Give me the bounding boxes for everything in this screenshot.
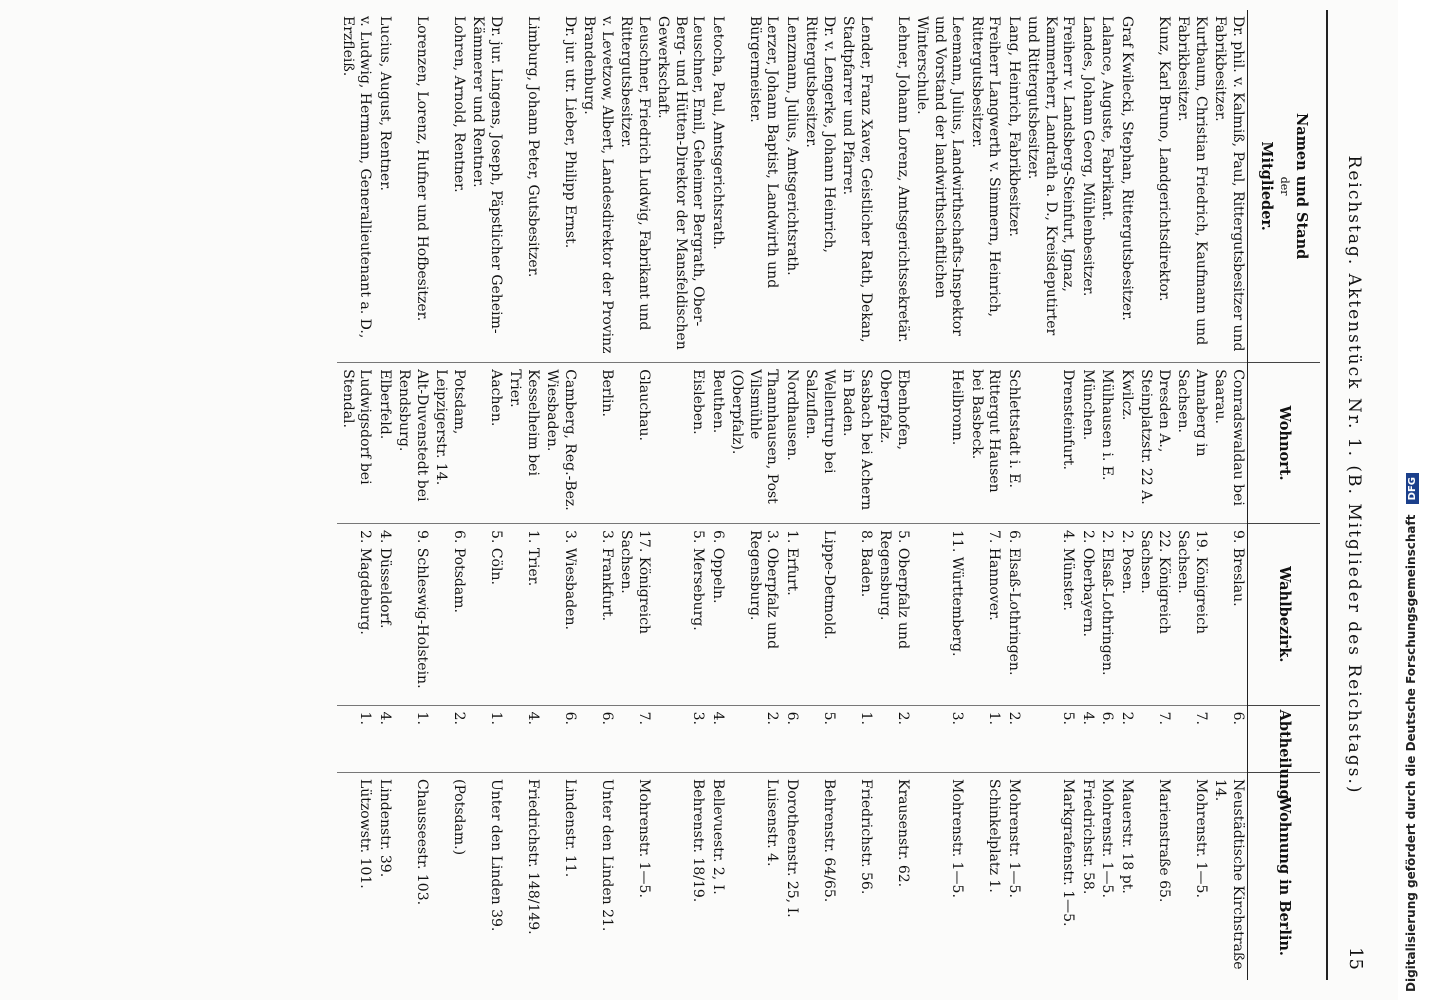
- table-header-row: [1248, 10, 1321, 980]
- table-row: [338, 10, 375, 980]
- member-department: 4.: [505, 705, 542, 772]
- member-constituency: 19. Königreich Sachsen.: [1173, 524, 1210, 706]
- member-name: Lenzmann, Julius, Amtsgerichtsrath.: [782, 10, 802, 363]
- member-residence: Elberfeld.: [375, 363, 395, 524]
- member-constituency: 3. Oberpfalz und Regensburg.: [727, 524, 782, 706]
- member-name: Letocha, Paul, Amtsgerichtsrath.: [708, 10, 728, 363]
- member-residence: Potsdam, Leipzigerstr. 14.: [431, 363, 468, 524]
- member-residence: Ludwigsdorf bei Stendal.: [338, 363, 375, 524]
- table-row: [579, 10, 616, 980]
- member-berlin-address: Mohrenstr. 1—5.: [1193, 778, 1209, 898]
- running-head: [1326, 10, 1370, 980]
- member-constituency: 22. Königreich Sachsen.: [1136, 524, 1173, 706]
- member-department: 2.: [1004, 705, 1024, 772]
- member-constituency: 6. Elsaß-Lothringen.: [1004, 524, 1024, 706]
- member-residence: Sasbach bei Achern in Baden.: [838, 363, 875, 524]
- member-residence: Drensteinfurt.: [1023, 363, 1078, 524]
- member-department: 6.: [579, 705, 616, 772]
- member-constituency: 2. Magdeburg.: [338, 524, 375, 706]
- member-name: Lalance, Auguste, Fabrikant.: [1097, 10, 1117, 363]
- table-row: [838, 10, 875, 980]
- table-row: [1173, 10, 1210, 980]
- member-berlin-address: Lindenstr. 39.: [377, 778, 393, 878]
- table-row: [1023, 10, 1078, 980]
- member-constituency: 5. Cöln.: [468, 524, 505, 706]
- member-constituency: 6. Oppeln.: [708, 524, 728, 706]
- dfg-logo: DFG: [1406, 473, 1419, 504]
- column-header-name-sub2: Mitglieder.: [1258, 141, 1276, 231]
- table-row: [727, 10, 782, 980]
- table-row: [782, 10, 802, 980]
- member-department: 1.: [338, 705, 375, 772]
- member-constituency: 3. Wiesbaden.: [542, 524, 579, 706]
- member-constituency: 1. Trier.: [505, 524, 542, 706]
- table-body: [338, 10, 1248, 980]
- member-constituency: 4. Münster.: [1023, 524, 1078, 706]
- member-berlin-address: Chausseestr. 103.: [414, 778, 430, 906]
- member-department: 2.: [1117, 705, 1137, 772]
- member-name: Lender, Franz Xaver, Geistlicher Rath, Dekan, Stadtpfarrer und Pfarrer.: [838, 10, 875, 363]
- member-residence: Eisleben.: [653, 363, 708, 524]
- member-constituency: 8. Baden.: [838, 524, 875, 706]
- member-berlin-address: Lützowstr. 101.: [357, 778, 374, 889]
- member-residence: Annaberg in Sachsen.: [1173, 363, 1210, 524]
- running-title: Reichstag. Aktenstück Nr. 1. (B. Mitglieder des Reichstags.): [1344, 155, 1364, 795]
- member-residence: Beuthen.: [708, 363, 728, 524]
- member-constituency: 2. Elsaß-Lothringen.: [1097, 524, 1117, 706]
- member-name: Leuschner, Friedrich Ludwig, Fabrikant und Rittergutsbesitzer.: [616, 10, 653, 363]
- member-name: Leuschner, Emil, Geheimer Bergrath, Ober-Berg- und Hütten-Direktor der Mansfeldischen Gewerkschaft.: [653, 10, 708, 363]
- member-constituency: 6. Potsdam.: [431, 524, 468, 706]
- page-number: 15: [1345, 947, 1366, 970]
- column-header-name-sub: der: [1277, 176, 1291, 196]
- member-name: Lorenzen, Lorenz, Hufner und Hofbesitzer.: [394, 10, 431, 363]
- table-row: [1210, 10, 1248, 980]
- table-row: [967, 10, 1004, 980]
- member-constituency: 9. Breslau.: [1210, 524, 1248, 706]
- member-residence: Rittergut Hausen bei Basbeck.: [967, 363, 1004, 524]
- member-constituency: 17. Königreich Sachsen.: [616, 524, 653, 706]
- member-department: 2.: [431, 705, 468, 772]
- member-constituency: 2. Oberbayern.: [1078, 524, 1098, 706]
- member-residence: Dresden A., Steinplatzstr. 22 A.: [1136, 363, 1173, 524]
- member-residence: Heilbronn.: [912, 363, 967, 524]
- member-name: Limburg, Johann Peter, Gutsbesitzer.: [505, 10, 542, 363]
- member-constituency: 5. Oberpfalz und Regensburg.: [875, 524, 912, 706]
- member-department: 4.: [708, 705, 728, 772]
- member-department: 7.: [1173, 705, 1210, 772]
- table-row: [468, 10, 505, 980]
- member-residence: Alt-Duvenstedt bei Rendsburg.: [394, 363, 431, 524]
- member-berlin-address: Mohrenstr. 1—5.: [1099, 778, 1116, 898]
- member-constituency: 1. Erfurt.: [782, 524, 802, 706]
- member-name: Lohren, Arnold, Rentner.: [431, 10, 468, 363]
- member-residence: Mülhausen i. E.: [1097, 363, 1117, 524]
- member-department: 7.: [1136, 705, 1173, 772]
- member-constituency: 9. Schleswig-Holstein.: [394, 524, 431, 706]
- member-department: 6.: [1210, 705, 1248, 772]
- member-name: Landes, Johann Georg, Mühlenbesitzer.: [1078, 10, 1098, 363]
- table-row: [875, 10, 912, 980]
- table-row: [1117, 10, 1137, 980]
- member-department: 4.: [375, 705, 395, 772]
- table-row: [1136, 10, 1173, 980]
- table-row: [616, 10, 653, 980]
- member-department: 5.: [1023, 705, 1078, 772]
- member-constituency: Lippe-Detmold.: [801, 524, 838, 706]
- member-name: Lang, Heinrich, Fabrikbesitzer.: [1004, 10, 1024, 363]
- member-department: 3.: [912, 705, 967, 772]
- member-department: 2.: [727, 705, 782, 772]
- member-name: Lucius, August, Rentner.: [375, 10, 395, 363]
- member-berlin-address: Unter den Linden 21.: [599, 778, 615, 932]
- member-berlin-address: (Potsdam.): [451, 778, 467, 856]
- member-berlin-address: Markgrafenstr. 1—5.: [1060, 778, 1077, 927]
- table-row: [1078, 10, 1098, 980]
- table-row: [708, 10, 728, 980]
- member-department: 1.: [394, 705, 431, 772]
- member-department: 6.: [542, 705, 579, 772]
- member-department: 6.: [782, 705, 802, 772]
- member-constituency: 11. Württemberg.: [912, 524, 967, 706]
- member-residence: Ebenhofen, Oberpfalz.: [875, 363, 912, 524]
- member-name: Lehner, Johann Lorenz, Amtsgerichtssekretär.: [875, 10, 912, 363]
- member-department: 1.: [468, 705, 505, 772]
- member-name: Dr. jur. Lingens, Joseph, Päpstlicher Geheim-Kämmerer und Rentner.: [468, 10, 505, 363]
- table-row: [1097, 10, 1117, 980]
- member-name: v. Levetzow, Albert, Landesdirektor der Provinz Brandenburg.: [579, 10, 616, 363]
- column-header-wahlbezirk: Wahlbezirk.: [1248, 524, 1321, 706]
- member-berlin-address: Mohrenstr. 1—5.: [949, 778, 966, 898]
- member-residence: Kesselheim bei Trier.: [505, 363, 542, 524]
- member-berlin-address: Marienstraße 65.: [1156, 778, 1172, 903]
- members-table: [338, 10, 1321, 980]
- column-header-name-main: Namen und Stand: [1293, 112, 1311, 260]
- member-residence: Nordhausen.: [782, 363, 802, 524]
- column-header-name: [1248, 10, 1321, 363]
- member-department: 1.: [838, 705, 875, 772]
- table-row: [912, 10, 967, 980]
- member-berlin-address: Mohrenstr. 1—5.: [636, 778, 652, 898]
- member-residence: Aachen.: [468, 363, 505, 524]
- member-berlin-address: Friedrichstr. 148/149.: [525, 778, 541, 935]
- member-constituency: 2. Posen.: [1117, 524, 1137, 706]
- member-berlin-address: Schinkelplatz 1.: [986, 778, 1003, 893]
- table-row: [394, 10, 431, 980]
- member-constituency: 7. Hannover.: [967, 524, 1004, 706]
- member-residence: Glauchau.: [616, 363, 653, 524]
- table-row: [431, 10, 468, 980]
- member-department: 1.: [967, 705, 1004, 772]
- member-department: 7.: [616, 705, 653, 772]
- member-berlin-address: Behrenstr. 64/65.: [821, 778, 837, 903]
- member-berlin-address: Bellevuestr. 2, I.: [710, 778, 726, 895]
- digitization-note: [1404, 0, 1426, 992]
- member-residence: Kwilcz.: [1117, 363, 1137, 524]
- member-berlin-address: Behrenstr. 18/19.: [690, 778, 707, 903]
- column-header-wohnung: Wohnung in Berlin.: [1248, 772, 1321, 980]
- member-constituency: 4. Düsseldorf.: [375, 524, 395, 706]
- table-row: [653, 10, 708, 980]
- member-name: Dr. jur. utr. Lieber, Philipp Ernst.: [542, 10, 579, 363]
- member-berlin-address: Dorotheenstr. 25, I.: [784, 778, 800, 918]
- member-berlin-address: Mauerstr. 18 pt.: [1119, 778, 1135, 894]
- table-row: [801, 10, 838, 980]
- member-residence: Conradswaldau bei Saarau.: [1210, 363, 1248, 524]
- member-name: v. Ludwig, Hermann, Generallieutenant a. D., Erzfleiß.: [338, 10, 375, 363]
- member-residence: Berlin.: [579, 363, 616, 524]
- member-name: Leemann, Julius, Landwirthschafts-Inspektor und Vorstand der landwirthschaftlichen Winterschule.: [912, 10, 967, 363]
- table-row: [505, 10, 542, 980]
- column-header-ort: Wohnort.: [1248, 363, 1321, 524]
- member-berlin-address: Luisenstr. 4.: [764, 778, 781, 867]
- member-department: 3.: [653, 705, 708, 772]
- member-berlin-address: Neustädtische Kirchstraße 14.: [1212, 778, 1246, 970]
- member-residence: Camberg, Reg.-Bez. Wiesbaden.: [542, 363, 579, 524]
- member-department: 5.: [801, 705, 838, 772]
- member-berlin-address: Friedrichstr. 58.: [1080, 778, 1096, 895]
- rotated-page: [65, 10, 1370, 980]
- table-row: [1004, 10, 1024, 980]
- member-department: 4.: [1078, 705, 1098, 772]
- member-name: Kurtbaum, Christian Friedrich, Kaufmann und Fabrikbesitzer.: [1173, 10, 1210, 363]
- member-residence: Thannhausen, Post Vilsmühle (Oberpfalz).: [727, 363, 782, 524]
- member-berlin-address: Lindenstr. 11.: [562, 778, 578, 878]
- member-residence: München.: [1078, 363, 1098, 524]
- member-name: Lerzer, Johann Baptist, Landwirth und Bürgermeister.: [727, 10, 782, 363]
- member-department: 6.: [1097, 705, 1117, 772]
- digitization-note-text: Digitalisierung gefördert durch die Deutsche Forschungsgemeinschaft: [1404, 514, 1418, 992]
- member-berlin-address: Mohrenstr. 1—5.: [1006, 778, 1022, 898]
- member-berlin-address: Krausenstr. 62.: [895, 778, 911, 888]
- member-berlin-address: Friedrichstr. 56.: [858, 778, 874, 895]
- member-constituency: 5. Merseburg.: [653, 524, 708, 706]
- member-name: Dr. phil. v. Kalmiß, Paul, Rittergutsbesitzer und Fabrikbesitzer.: [1210, 10, 1248, 363]
- table-row: [375, 10, 395, 980]
- member-name: Freiherr v. Landsberg-Steinfurt, Ignaz, Kammerherr, Landrath a. D., Kreisdeputirter und Rittergutsbesitzer.: [1023, 10, 1078, 363]
- member-name: Freiherr Langwerth v. Simmern, Heinrich, Rittergutsbesitzer.: [967, 10, 1004, 363]
- member-residence: Wellentrup bei Salzuflen.: [801, 363, 838, 524]
- table-row: [542, 10, 579, 980]
- member-name: Graf Kwilecki, Stephan, Rittergutsbesitzer.: [1117, 10, 1137, 363]
- member-department: 2.: [875, 705, 912, 772]
- member-name: Dr. v. Lengerke, Johann Heinrich, Rittergutsbesitzer.: [801, 10, 838, 363]
- member-residence: Schlettstadt i. E.: [1004, 363, 1024, 524]
- column-header-abtheilung: Abtheilung.: [1248, 705, 1321, 772]
- member-name: Kunz, Karl Bruno, Landgerichtsdirektor.: [1136, 10, 1173, 363]
- member-berlin-address: Unter den Linden 39.: [488, 778, 504, 932]
- member-constituency: 3. Frankfurt.: [579, 524, 616, 706]
